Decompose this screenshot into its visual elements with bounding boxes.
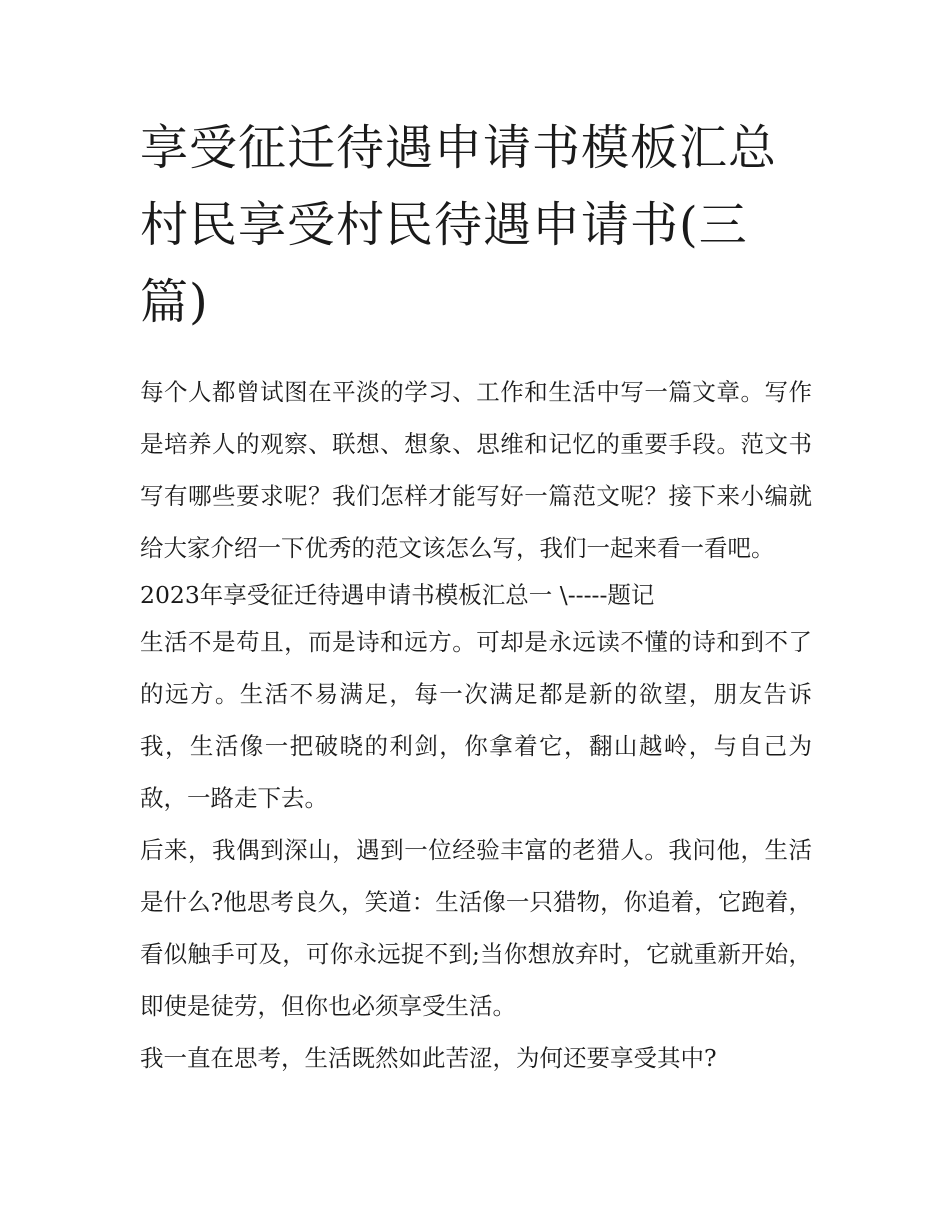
section-heading: 2023年享受征迁待遇申请书模板汇总一 \-----题记 (140, 581, 655, 609)
body-paragraph-3: 我一直在思考，生活既然如此苦涩，为何还要享受其中? (140, 1044, 717, 1072)
body-paragraph-1: 生活不是苟且，而是诗和远方。可却是永远读不懂的诗和到不了的远方。生活不易满足，每一次满足都是新的欲望，朋友告诉我，生活像一把破晓的利剑，你拿着它，翻山越岭，与自己为敌，一路走下去。 (140, 628, 812, 812)
intro-paragraph: 每个人都曾试图在平淡的学习、工作和生活中写一篇文章。写作是培养人的观察、联想、想象、思维和记忆的重要手段。范文书写有哪些要求呢？我们怎样才能写好一篇范文呢？接下来小编就给大家介绍一下优秀的范文该怎么写，我们一起来看一看吧。 (140, 378, 812, 562)
document-title: 享受征迁待遇申请书模板汇总村民享受村民待遇申请书(三篇) (140, 120, 778, 330)
body-paragraph-2: 后来，我偶到深山，遇到一位经验丰富的老猎人。我问他，生活是什么?他思考良久，笑道：生活像一只猎物，你追着，它跑着，看似触手可及，可你永远捉不到;当你想放弃时，它就重新开始，即使是徒劳，但你也必须享受生活。 (140, 836, 812, 1020)
document-page (140, 110, 812, 1084)
